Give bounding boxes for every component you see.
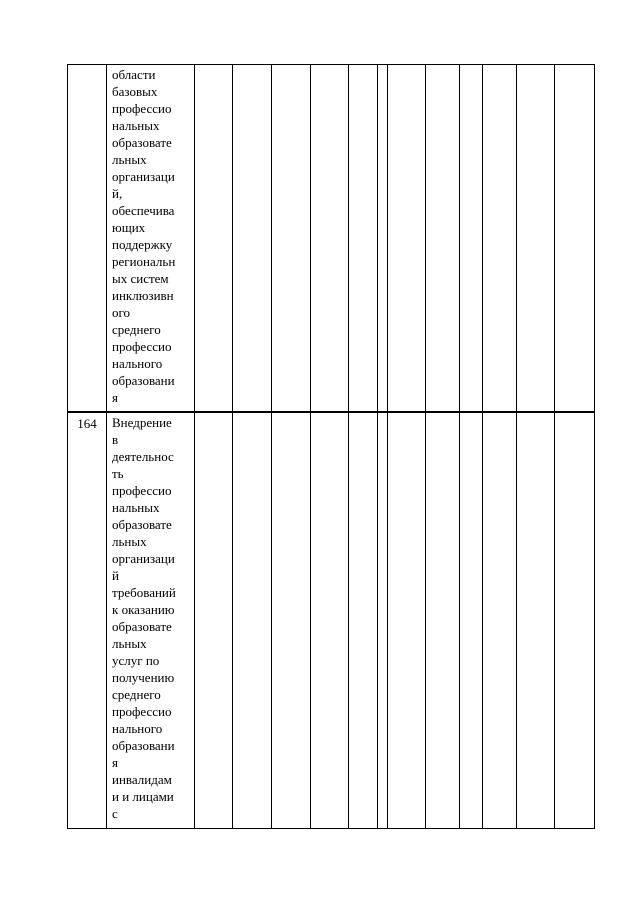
- empty-cell: [483, 65, 517, 413]
- description-line: я: [112, 755, 118, 770]
- empty-cell: [517, 65, 555, 413]
- empty-cell: [311, 412, 349, 829]
- description-line: ть: [112, 466, 124, 481]
- empty-cell: [233, 412, 272, 829]
- description-line: деятельнос: [112, 449, 174, 464]
- description-line: нального: [112, 356, 163, 371]
- description-line: я: [112, 390, 118, 405]
- description-line: региональн: [112, 254, 176, 269]
- empty-cell: [460, 65, 483, 413]
- description-line: инклюзивн: [112, 288, 174, 303]
- empty-cell: [272, 412, 311, 829]
- description-line: обеспечива: [112, 203, 175, 218]
- description-line: поддержку: [112, 237, 173, 252]
- empty-cell: [460, 412, 483, 829]
- empty-cell: [555, 412, 595, 829]
- row-description-cell: [107, 412, 195, 829]
- description-line: к оказанию: [112, 602, 175, 617]
- description-line: образовате: [112, 517, 172, 532]
- row-number-cell: [68, 65, 107, 413]
- description-line: инвалидам: [112, 772, 172, 787]
- description-line: образовани: [112, 738, 175, 753]
- description-line: и и лицами: [112, 789, 174, 804]
- description-line: нальных: [112, 118, 160, 133]
- empty-cell: [378, 65, 388, 413]
- description-line: базовых: [112, 84, 158, 99]
- empty-cell: [349, 65, 378, 413]
- empty-cell: [272, 65, 311, 413]
- description-line: нального: [112, 721, 163, 736]
- description-line: Внедрение: [112, 415, 172, 430]
- description-line: нальных: [112, 500, 160, 515]
- description-line: профессио: [112, 339, 172, 354]
- empty-cell: [517, 412, 555, 829]
- empty-cell: [233, 65, 272, 413]
- description-line: льных: [112, 636, 147, 651]
- description-line: среднего: [112, 322, 161, 337]
- empty-cell: [426, 412, 460, 829]
- empty-cell: [378, 412, 388, 829]
- description-line: профессио: [112, 101, 172, 116]
- table-row: [68, 65, 595, 413]
- description-line: в: [112, 432, 119, 447]
- description-line: й,: [112, 186, 123, 201]
- row-number-cell: 164: [68, 412, 107, 829]
- empty-cell: [483, 412, 517, 829]
- description-line: ых систем: [112, 271, 169, 286]
- row-description-cell: [107, 65, 195, 413]
- description-line: получению: [112, 670, 175, 685]
- description-line: с: [112, 806, 118, 821]
- description-line: й: [112, 568, 119, 583]
- description-line: льных: [112, 534, 147, 549]
- empty-cell: [555, 65, 595, 413]
- plan-table: [67, 64, 595, 829]
- description-line: услуг по: [112, 653, 160, 668]
- description-line: образовате: [112, 619, 172, 634]
- description-line: требований: [112, 585, 176, 600]
- empty-cell: [195, 412, 233, 829]
- description-line: образовани: [112, 373, 175, 388]
- description-line: ого: [112, 305, 131, 320]
- description-line: профессио: [112, 483, 172, 498]
- empty-cell: [388, 65, 426, 413]
- description-line: организаци: [112, 169, 175, 184]
- empty-cell: [349, 412, 378, 829]
- description-line: среднего: [112, 687, 161, 702]
- empty-cell: [388, 412, 426, 829]
- description-line: образовате: [112, 135, 172, 150]
- description-line: профессио: [112, 704, 172, 719]
- empty-cell: [311, 65, 349, 413]
- empty-cell: [195, 65, 233, 413]
- table-row: [68, 412, 595, 829]
- description-line: организаци: [112, 551, 175, 566]
- description-line: области: [112, 67, 156, 82]
- description-line: ющих: [112, 220, 146, 235]
- description-line: льных: [112, 152, 147, 167]
- empty-cell: [426, 65, 460, 413]
